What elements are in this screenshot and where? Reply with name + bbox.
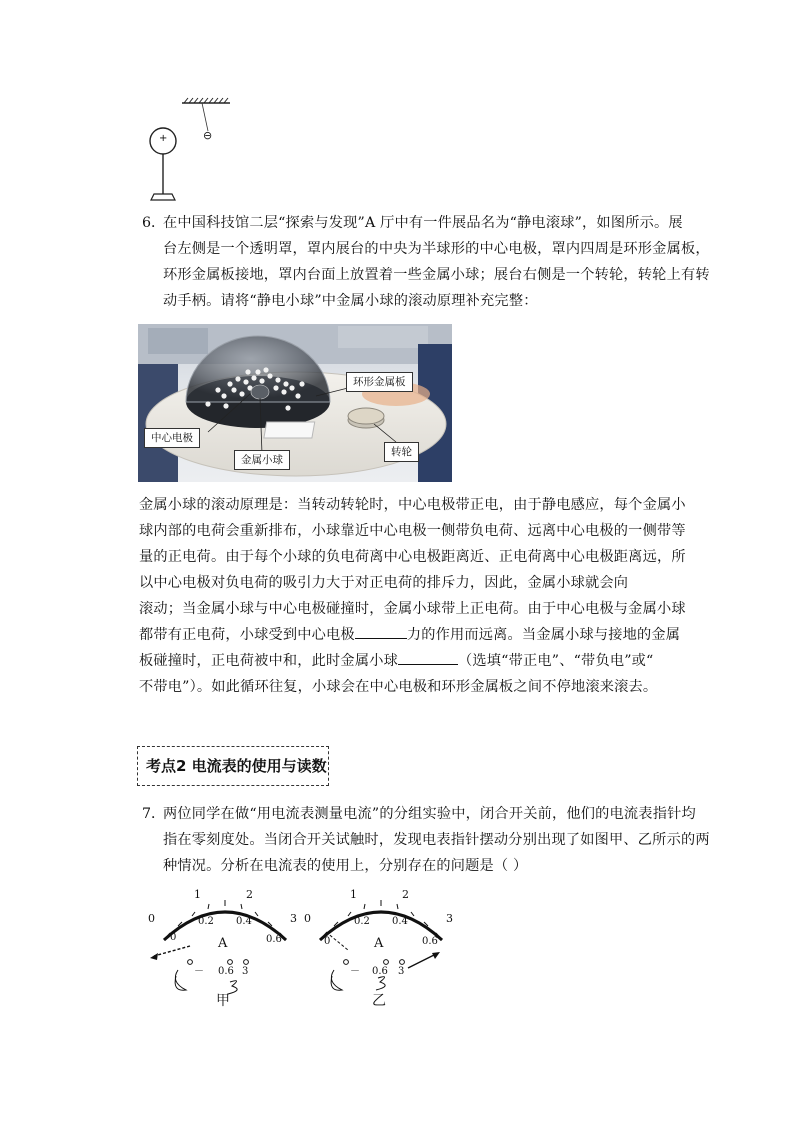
meter-caption: 甲 bbox=[216, 993, 230, 1009]
q6-body bbox=[139, 492, 694, 700]
q6-line6-a: 都带有正电荷，小球受到中心电极 bbox=[139, 627, 355, 643]
answer-blank-2[interactable] bbox=[398, 648, 458, 665]
q6-body-line: 金属小球的滚动原理是：当转动转轮时，中心电极带正电，由于静电感应，每个金属小 bbox=[139, 497, 686, 513]
section-title: 考点2 电流表的使用与读数 bbox=[146, 757, 327, 775]
q6-body-line: 量的正电荷。由于每个小球的负电荷离中心电极距离近、正电荷离中心电极距离远，所 bbox=[139, 549, 686, 565]
q6-intro-line: 台左侧是一个透明罩，罩内展台的中央为半球形的中心电极，罩内四周是环形金属板， bbox=[163, 241, 710, 257]
label-metal-ball: 金属小球 bbox=[234, 450, 290, 470]
electroscope-figure bbox=[138, 96, 238, 204]
q6-intro bbox=[163, 210, 710, 314]
ammeter-yi bbox=[296, 882, 466, 1010]
q7-line: 指在零刻度处。当闭合开关试触时，发现电表指针摆动分别出现了如图甲、乙所示的两 bbox=[163, 832, 710, 848]
ball-sign: ⊖ bbox=[203, 129, 213, 142]
q7-number: 7． bbox=[142, 806, 166, 822]
top-scale-0: 0 bbox=[304, 912, 311, 925]
top-scale-1: 1 bbox=[350, 888, 357, 901]
sphere-sign: + bbox=[159, 133, 168, 144]
bottom-scale-2: 0.4 bbox=[392, 916, 408, 927]
q6-body-line: 以中心电极对负电荷的吸引力大于对正电荷的排斥力，因此，金属小球就会向 bbox=[139, 575, 629, 591]
terminal-minus: － bbox=[194, 966, 204, 977]
bottom-scale-3: 0.6 bbox=[422, 936, 438, 947]
terminal-3: 3 bbox=[398, 966, 405, 977]
q6-intro-line: 环形金属板接地，罩内台面上放置着一些金属小球；展台右侧是一个转轮，转轮上有转 bbox=[163, 267, 710, 283]
bottom-scale-1: 0.2 bbox=[354, 916, 370, 927]
q7-line: 种情况。分析在电流表的使用上，分别存在的问题是（ ） bbox=[163, 858, 528, 874]
exhibit-photo bbox=[138, 324, 452, 482]
unit-label: A bbox=[218, 936, 228, 951]
q6-intro-line: 在中国科技馆二层“探索与发现”A 厅中有一件展品名为“静电滚球”，如图所示。展 bbox=[163, 215, 683, 231]
q6-intro-line: 动手柄。请将“静电小球”中金属小球的滚动原理补充完整： bbox=[163, 293, 538, 309]
top-scale-2: 2 bbox=[246, 888, 253, 901]
q6-body-line: 不带电”）。如此循环往复，小球会在中心电极和环形金属板之间不停地滚来滚去。 bbox=[139, 679, 658, 695]
section-title-box bbox=[137, 746, 329, 786]
electroscope-drawing bbox=[138, 96, 238, 204]
terminal-0.6: 0.6 bbox=[218, 966, 234, 977]
q6-line7-b: （选填“带正电”、“带负电”或“ bbox=[457, 653, 654, 669]
answer-blank-1[interactable] bbox=[355, 622, 407, 639]
bottom-scale-0: 0 bbox=[324, 936, 331, 947]
q6-line6-b: 力的作用而远离。当金属小球与接地的金属 bbox=[406, 627, 681, 643]
top-scale-3: 3 bbox=[446, 912, 453, 925]
q6-body-line-blank2 bbox=[139, 648, 694, 674]
ammeter-jia bbox=[140, 882, 310, 1010]
q6-number: 6． bbox=[142, 215, 166, 231]
top-scale-2: 2 bbox=[402, 888, 409, 901]
q6-body-line: 滚动；当金属小球与中心电极碰撞时，金属小球带上正电荷。由于中心电极与金属小球 bbox=[139, 601, 686, 617]
terminal-0.6: 0.6 bbox=[372, 966, 388, 977]
label-center-electrode: 中心电极 bbox=[144, 428, 200, 448]
top-scale-3: 3 bbox=[290, 912, 297, 925]
top-scale-0: 0 bbox=[148, 912, 155, 925]
bottom-scale-0: 0 bbox=[170, 932, 177, 943]
q7-line: 两位同学在做“用电流表测量电流”的分组实验中，闭合开关前，他们的电流表指针均 bbox=[163, 806, 696, 822]
label-wheel: 转轮 bbox=[384, 442, 419, 462]
q6-body-line-blank1 bbox=[139, 622, 694, 648]
q7-text bbox=[163, 801, 710, 879]
top-scale-1: 1 bbox=[194, 888, 201, 901]
bottom-scale-3: 0.6 bbox=[266, 934, 282, 945]
bottom-scale-2: 0.4 bbox=[236, 916, 252, 927]
terminal-minus: － bbox=[350, 966, 360, 977]
pointer-yi bbox=[408, 954, 436, 968]
pointer-jia bbox=[154, 946, 190, 956]
unit-label: A bbox=[374, 936, 384, 951]
meter-caption: 乙 bbox=[372, 993, 386, 1009]
bottom-scale-1: 0.2 bbox=[198, 916, 214, 927]
q6-line7-a: 板碰撞时，正电荷被中和，此时金属小球 bbox=[139, 653, 398, 669]
label-ring-plate: 环形金属板 bbox=[346, 372, 413, 392]
q6-body-line: 球内部的电荷会重新排布，小球靠近中心电极一侧带负电荷、远离中心电极的一侧带等 bbox=[139, 523, 686, 539]
terminal-3: 3 bbox=[242, 966, 249, 977]
